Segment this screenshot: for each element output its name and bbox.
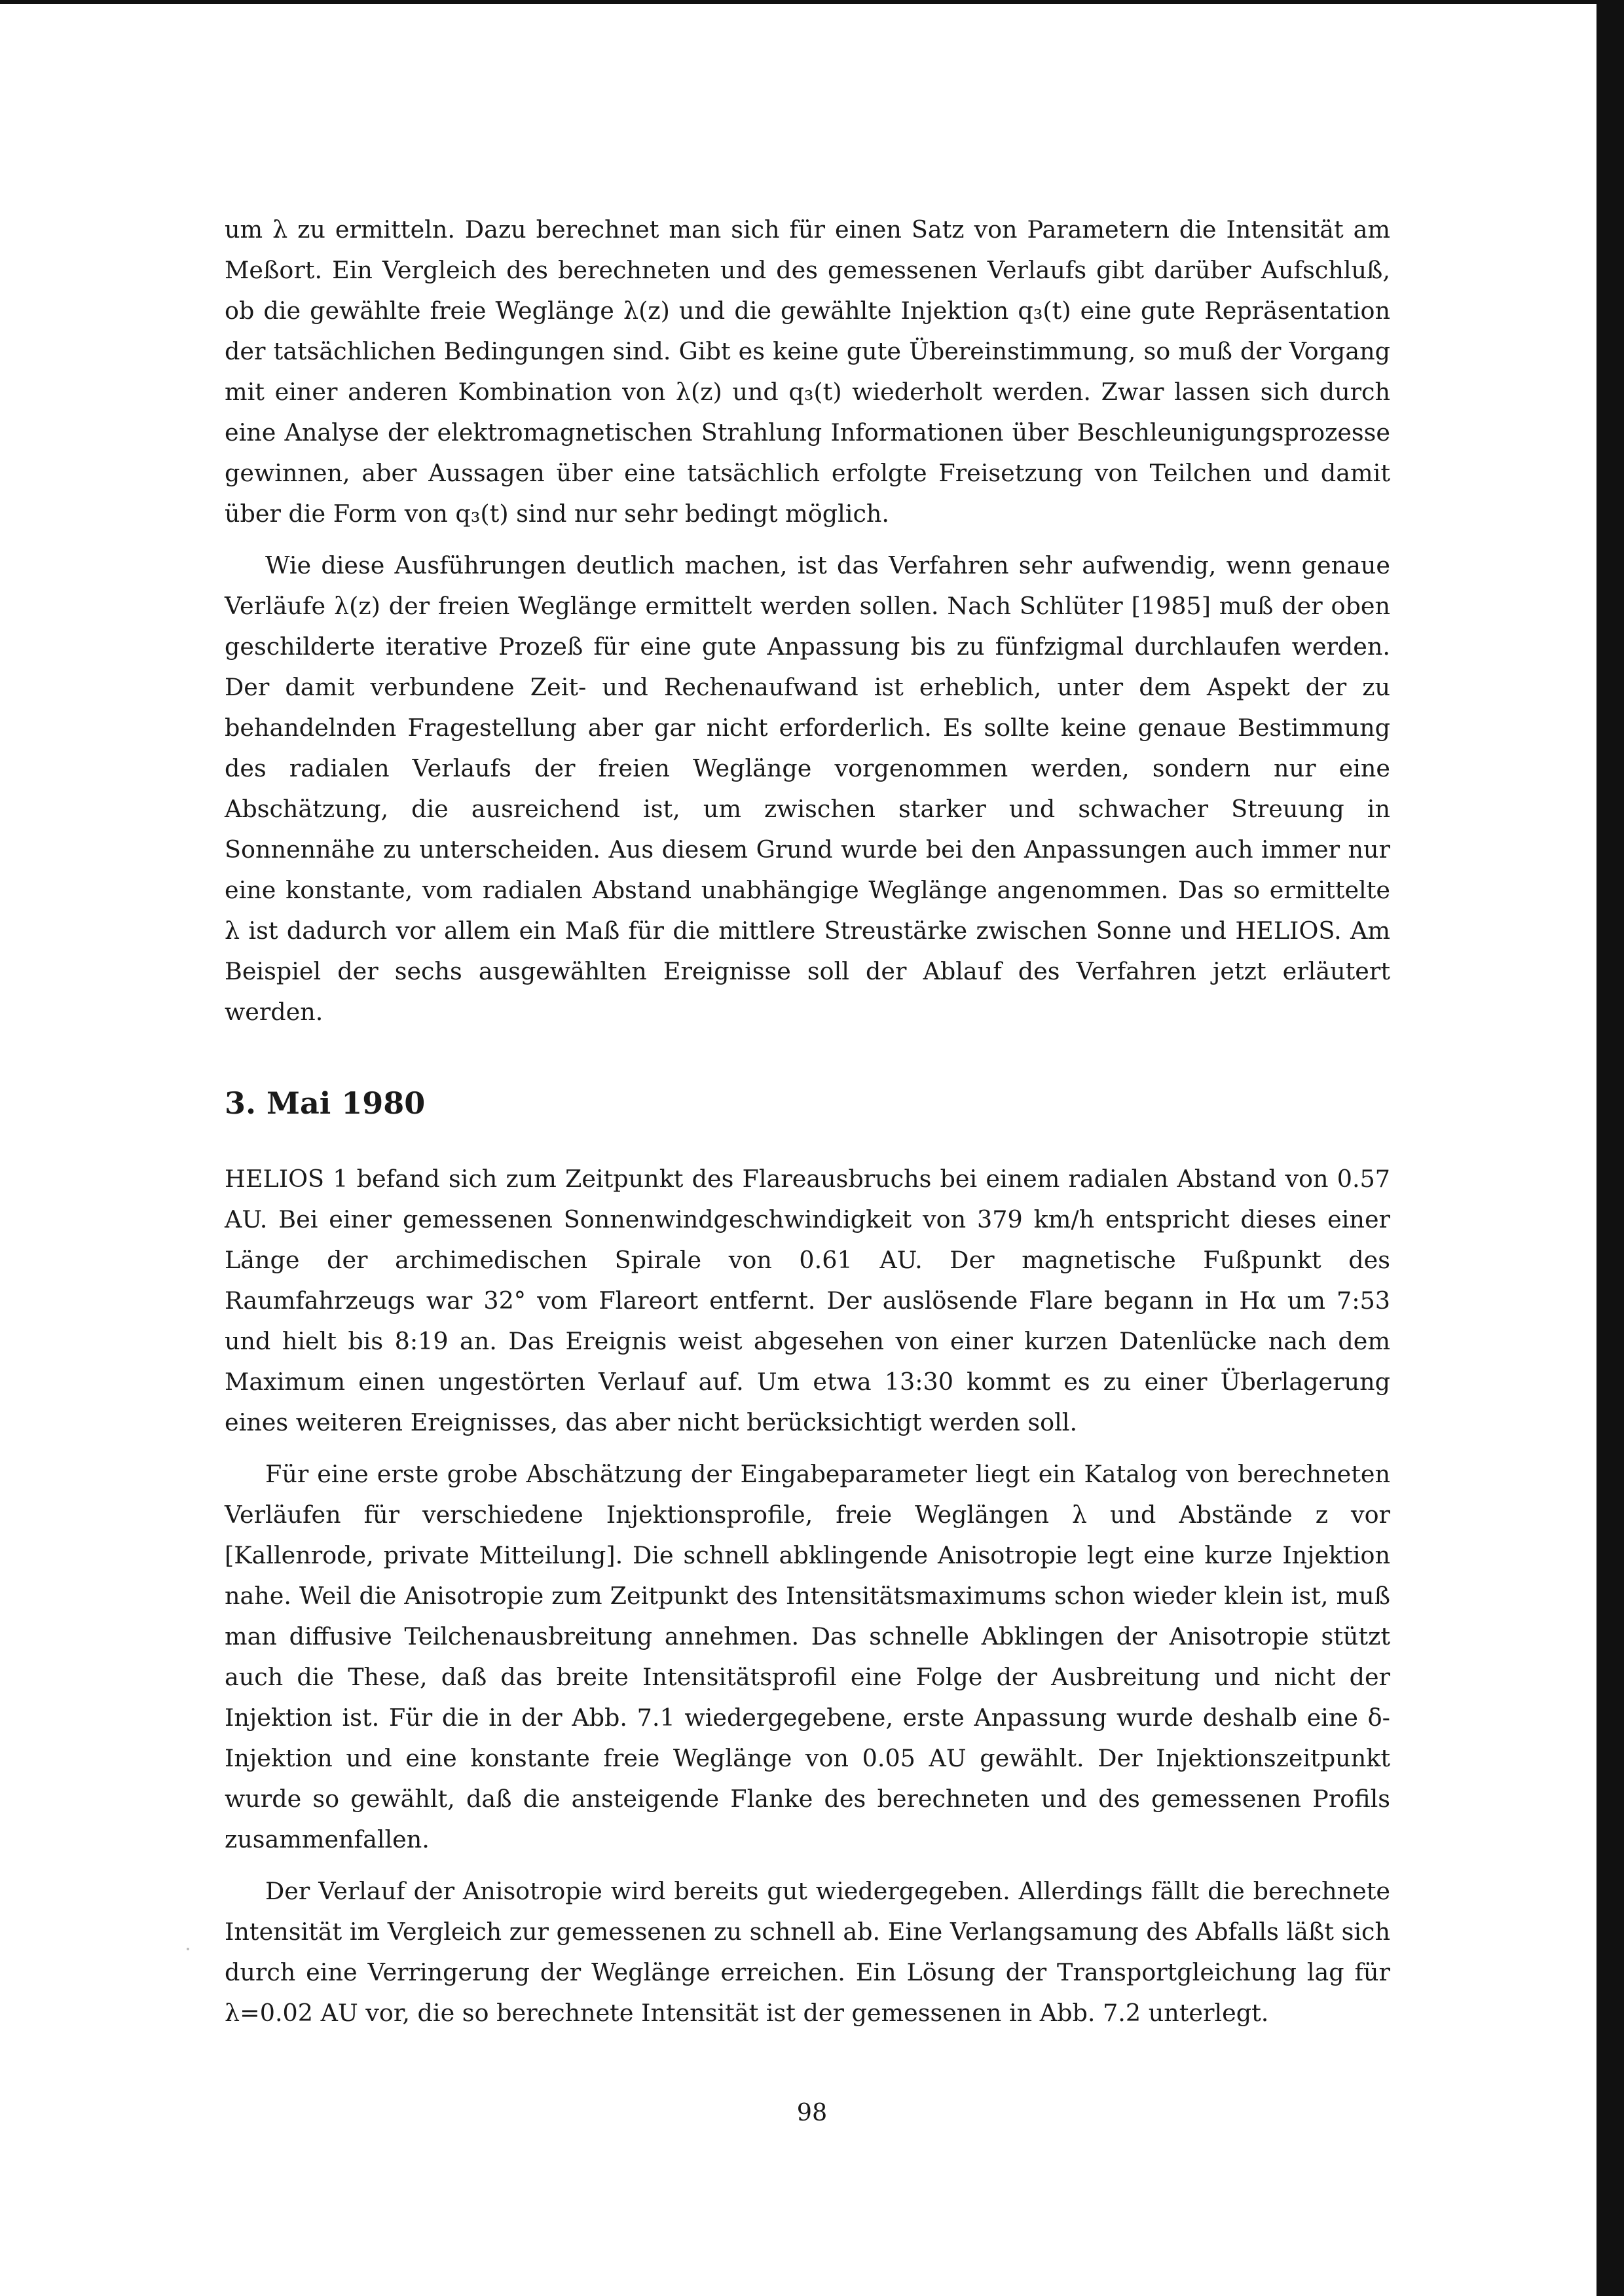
paragraph: Wie diese Ausführungen deutlich machen, ist das Verfahren sehr aufwendig, wenn genaue Verläufe λ(z) der freien Weglänge ermittelt werden sollen. Nach Schlüter [1985] muß der oben geschilderte iterative Prozeß für eine gute Anpassung bis zu fünfzigmal durchlaufen werden. Der damit verbundene Zeit- und Rechenaufwand ist erheblich, unter dem Aspekt der zu behandelnden Fragestellung aber gar nicht erforderlich. Es sollte keine genaue Bestimmung des radialen Verlaufs der freien Weglänge vorgenommen werden, sondern nur eine Abschätzung, die ausreichend ist, um zwischen starker und schwacher Streuung in Sonnennähe zu unterscheiden. Aus diesem Grund wurde bei den Anpassungen auch immer nur eine konstante, vom radialen Abstand unabhängige Weglänge angenommen. Das so ermittelte λ ist dadurch vor allem ein Maß für die mittlere Streustärke zwischen Sonne und HELIOS. Am Beispiel der sechs ausgewählten Ereignisse soll der Ablauf des Verfahren jetzt erläutert werden.	[225, 551, 1390, 1026]
scan-edge-top	[0, 0, 1624, 4]
paragraph: HELIOS 1 befand sich zum Zeitpunkt des Flareausbruchs bei einem radialen Abstand von 0.57 AU. Bei einer gemessenen Sonnenwindgeschwindigkeit von 379 km/h entspricht dieses einer Länge der archimedischen Spirale von 0.61 AU. Der magnetische Fußpunkt des Raumfahrzeugs war 32° vom Flareort entfernt. Der auslösende Flare begann in Hα um 7:53 und hielt bis 8:19 an. Das Ereignis weist abgesehen von einer kurzen Datenlücke nach dem Maximum einen ungestörten Verlauf auf. Um etwa 13:30 kommt es zu einer Überlagerung eines weiteren Ereignisses, das aber nicht berücksichtigt werden soll.	[225, 1165, 1390, 1436]
page-number: 98	[796, 2098, 828, 2126]
paragraph: um λ zu ermitteln. Dazu berechnet man sich für einen Satz von Parametern die Intensität am Meßort. Ein Vergleich des berechneten und des gemessenen Verlaufs gibt darüber Aufschluß, ob die gewählte freie Weglänge λ(z) und die gewählte Injektion q₃(t) eine gute Repräsentation der tatsächlichen Bedingungen sind. Gibt es keine gute Übereinstimmung, so muß der Vorgang mit einer anderen Kombination von λ(z) und q₃(t) wiederholt werden. Zwar lassen sich durch eine Analyse der elektromagnetischen Strahlung Informationen über Beschleunigungsprozesse gewinnen, aber Aussagen über eine tatsächlich erfolgte Freisetzung von Teilchen und damit über die Form von q₃(t) sind nur sehr bedingt möglich.	[225, 215, 1390, 528]
paragraph: Der Verlauf der Anisotropie wird bereits gut wiedergegeben. Allerdings fällt die berechnete Intensität im Vergleich zur gemessenen zu schnell ab. Eine Verlangsamung des Abfalls läßt sich durch eine Verringerung der Weglänge erreichen. Ein Lösung der Transportgleichung lag für λ=0.02 AU vor, die so berechnete Intensität ist der gemessenen in Abb. 7.2 unterlegt.	[225, 1877, 1390, 2027]
section-heading: 3. Mai 1980	[225, 1085, 426, 1121]
document-body	[225, 210, 1390, 2033]
scan-speck	[187, 1948, 189, 1950]
scan-edge-right	[1596, 0, 1624, 2296]
paragraph: Für eine erste grobe Abschätzung der Eingabeparameter liegt ein Katalog von berechneten Verläufen für verschiedene Injektionsprofile, freie Weglängen λ und Abstände z vor [Kallenrode, private Mitteilung]. Die schnell abklingende Anisotropie legt eine kurze Injektion nahe. Weil die Anisotropie zum Zeitpunkt des Intensitätsmaximums schon wieder klein ist, muß man diffusive Teilchenausbreitung annehmen. Das schnelle Abklingen der Anisotropie stützt auch die These, daß das breite Intensitätsprofil eine Folge der Ausbreitung und nicht der Injektion ist. Für die in der Abb. 7.1 wiedergegebene, erste Anpassung wurde deshalb eine δ-Injektion und eine konstante freie Weglänge von 0.05 AU gewählt. Der Injektionszeitpunkt wurde so gewählt, daß die ansteigende Flanke des berechneten und des gemessenen Profils zusammenfallen.	[225, 1460, 1390, 1853]
